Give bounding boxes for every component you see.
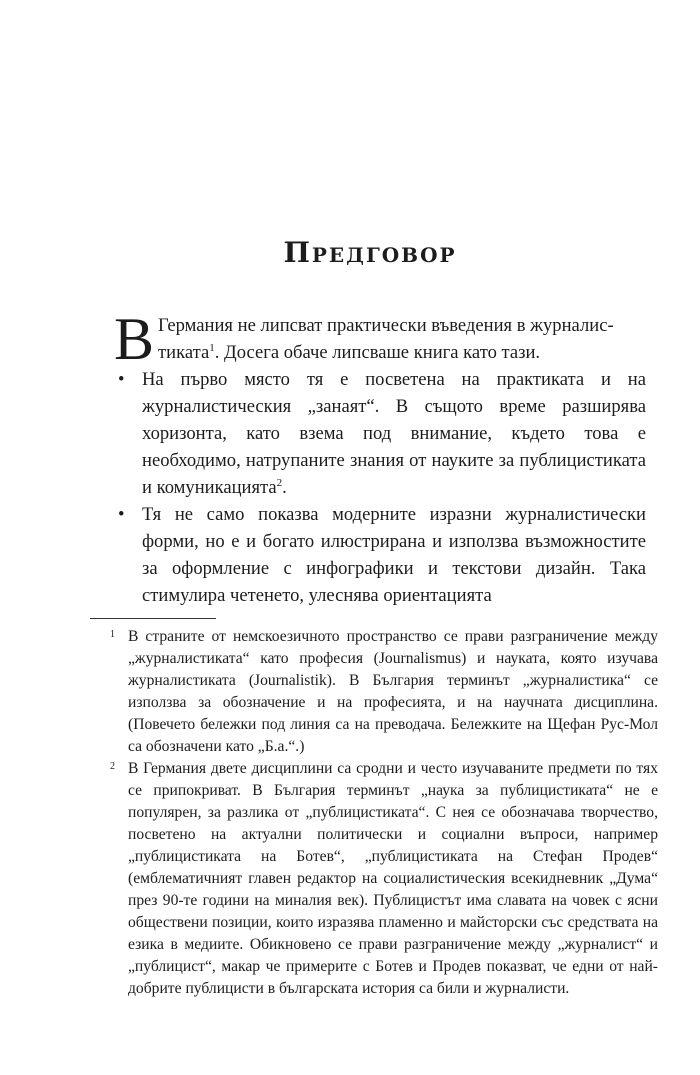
footnote-ref-1: 1 xyxy=(209,341,215,354)
drop-cap: В xyxy=(114,306,155,372)
footnote-number: 1 xyxy=(110,629,115,640)
footnote-number: 2 xyxy=(110,761,115,772)
intro-line-2-start: тиката xyxy=(158,342,210,363)
bullet-tail: . xyxy=(282,477,287,498)
bullet-item xyxy=(116,501,646,609)
bullet-icon: • xyxy=(118,369,125,390)
footnote-ref-2: 2 xyxy=(276,476,283,489)
bullet-item xyxy=(116,366,646,501)
intro-paragraph xyxy=(114,306,646,372)
footnote-2 xyxy=(100,758,658,1000)
bullet-icon: • xyxy=(118,504,125,525)
footnotes xyxy=(100,626,658,1000)
footnote-separator xyxy=(90,618,216,619)
bullet-text: На първо място тя е посветена на практиката и на журналистическия „занаят“. В същото време разширява хоризонта, като взема под внимание, където това е необходимо, натрупаните знания от науките за публицистиката и комуникацията xyxy=(142,369,646,498)
footnote-text: В Германия двете дисциплини са сродни и често изучаваните предмети по тях се припокриват. В България терминът „наука за публицистиката“ не е популярен, за разлика от „публицистиката“. С нея се обозначава творчество, посветено на актуални политически и социални въпроси, например „публицистиката на Ботев“, „публицистиката на Стефан Продев“ (емблематичният главен редактор на социалистическия всекидневник „Дума“ през 90-те години на миналия век). Публицистът има славата на човек с ясни обществени позиции, които изразява пламенно и майсторски със средствата на езика в медиите. Обикновено се прави разграничение между „журналист“ и „публицист“, макар че примерите с Ботев и Продев показват, че едни от най-добрите публицисти в българската история са били и журналисти. xyxy=(128,760,658,997)
chapter-heading: Предговор xyxy=(283,236,457,269)
footnote-text: В страните от немскоезичното пространство се прави разграничение между „журналистиката“ като професия (Journalismus) и науката, която изучава журналистиката (Journalistik). В България терминът „журналистика“ се използва за обозначение и на професията, и на научната дисциплина. (Повечето бележки под линия са на преводача. Бележките на Щефан Рус-Мол са обозначени като „Б.а.“.) xyxy=(128,628,658,755)
body-text xyxy=(114,306,646,609)
intro-line-2-end: . Досега обаче липсваше книга като тази. xyxy=(214,342,541,363)
footnote-1 xyxy=(100,626,658,758)
intro-line-1: Германия не липсват практически въведения в журналис- xyxy=(158,315,614,336)
bullet-list xyxy=(116,366,646,609)
bullet-text: Тя не само показва модерните изразни журналистически форми, но е и богато илюстрирана и използва възможностите за оформление с инфографики и текстови дизайн. Така стимулира четенето, улеснява ориентацията xyxy=(142,504,646,606)
